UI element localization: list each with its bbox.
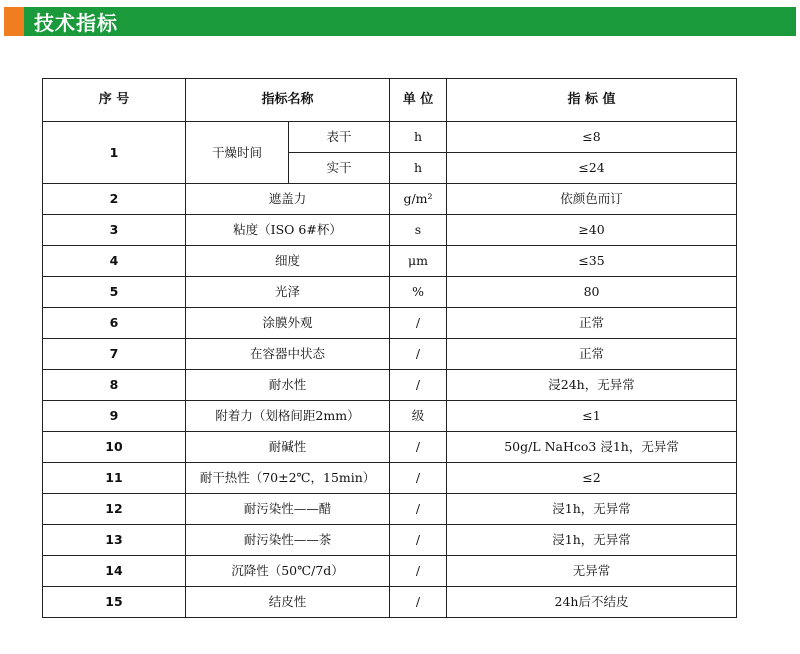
section-header bbox=[4, 7, 796, 36]
row-unit: / bbox=[390, 370, 447, 401]
row-no: 6 bbox=[43, 308, 186, 339]
table-row bbox=[43, 308, 737, 339]
row-no: 5 bbox=[43, 277, 186, 308]
row-name: 光泽 bbox=[186, 277, 390, 308]
row-unit: h bbox=[390, 122, 447, 153]
header-no: 序 号 bbox=[43, 79, 186, 122]
row-value: 依颜色而订 bbox=[447, 184, 737, 215]
row-no: 2 bbox=[43, 184, 186, 215]
row-no: 3 bbox=[43, 215, 186, 246]
row-value: ≤24 bbox=[447, 153, 737, 184]
table-row bbox=[43, 370, 737, 401]
table-row bbox=[43, 494, 737, 525]
row-no: 14 bbox=[43, 556, 186, 587]
table-row bbox=[43, 215, 737, 246]
row-no: 13 bbox=[43, 525, 186, 556]
row-no: 7 bbox=[43, 339, 186, 370]
row-name: 结皮性 bbox=[186, 587, 390, 618]
row-unit: / bbox=[390, 463, 447, 494]
row-no: 4 bbox=[43, 246, 186, 277]
table-row bbox=[43, 339, 737, 370]
row-unit: s bbox=[390, 215, 447, 246]
row-value: 50g/L NaHco3 浸1h，无异常 bbox=[447, 432, 737, 463]
table-row bbox=[43, 556, 737, 587]
row-no: 10 bbox=[43, 432, 186, 463]
row-no: 11 bbox=[43, 463, 186, 494]
table-row bbox=[43, 587, 737, 618]
row-unit: h bbox=[390, 153, 447, 184]
row-name: 耐碱性 bbox=[186, 432, 390, 463]
table-row bbox=[43, 246, 737, 277]
row-name: 耐水性 bbox=[186, 370, 390, 401]
row-no: 8 bbox=[43, 370, 186, 401]
row-name: 干燥时间 bbox=[186, 122, 289, 184]
row-subname: 表干 bbox=[289, 122, 390, 153]
row-value: 无异常 bbox=[447, 556, 737, 587]
row-unit: / bbox=[390, 525, 447, 556]
row-value: ≤2 bbox=[447, 463, 737, 494]
header-name: 指标名称 bbox=[186, 79, 390, 122]
table-row bbox=[43, 432, 737, 463]
row-value: ≤1 bbox=[447, 401, 737, 432]
row-name: 耐污染性——醋 bbox=[186, 494, 390, 525]
table-row bbox=[43, 463, 737, 494]
row-value: 正常 bbox=[447, 339, 737, 370]
row-name: 粘度（ISO 6#杯） bbox=[186, 215, 390, 246]
row-unit: / bbox=[390, 432, 447, 463]
row-name: 在容器中状态 bbox=[186, 339, 390, 370]
row-unit: 级 bbox=[390, 401, 447, 432]
row-value: 浸1h，无异常 bbox=[447, 494, 737, 525]
row-no: 9 bbox=[43, 401, 186, 432]
table-row bbox=[43, 525, 737, 556]
row-unit: / bbox=[390, 339, 447, 370]
row-name: 耐污染性——茶 bbox=[186, 525, 390, 556]
row-value: 正常 bbox=[447, 308, 737, 339]
spec-table bbox=[42, 78, 737, 618]
table-row bbox=[43, 122, 737, 153]
row-name: 涂膜外观 bbox=[186, 308, 390, 339]
row-unit: μm bbox=[390, 246, 447, 277]
table-row bbox=[43, 184, 737, 215]
row-name: 沉降性（50℃/7d） bbox=[186, 556, 390, 587]
row-value: 浸24h，无异常 bbox=[447, 370, 737, 401]
row-subname: 实干 bbox=[289, 153, 390, 184]
row-name: 附着力（划格间距2mm） bbox=[186, 401, 390, 432]
table-row bbox=[43, 401, 737, 432]
row-no: 12 bbox=[43, 494, 186, 525]
row-unit: g/m² bbox=[390, 184, 447, 215]
table-header-row bbox=[43, 79, 737, 122]
row-unit: / bbox=[390, 494, 447, 525]
header-accent-block bbox=[4, 7, 24, 36]
row-name: 耐干热性（70±2℃，15min） bbox=[186, 463, 390, 494]
row-value: ≤8 bbox=[447, 122, 737, 153]
row-unit: % bbox=[390, 277, 447, 308]
row-value: 浸1h，无异常 bbox=[447, 525, 737, 556]
section-title: 技术指标 bbox=[34, 11, 118, 35]
row-value: 80 bbox=[447, 277, 737, 308]
row-name: 遮盖力 bbox=[186, 184, 390, 215]
row-value: 24h后不结皮 bbox=[447, 587, 737, 618]
row-no: 15 bbox=[43, 587, 186, 618]
row-name: 细度 bbox=[186, 246, 390, 277]
header-unit: 单 位 bbox=[390, 79, 447, 122]
row-unit: / bbox=[390, 308, 447, 339]
row-no: 1 bbox=[43, 122, 186, 184]
row-value: ≤35 bbox=[447, 246, 737, 277]
header-value: 指 标 值 bbox=[447, 79, 737, 122]
row-value: ≥40 bbox=[447, 215, 737, 246]
table-row bbox=[43, 277, 737, 308]
row-unit: / bbox=[390, 556, 447, 587]
row-unit: / bbox=[390, 587, 447, 618]
